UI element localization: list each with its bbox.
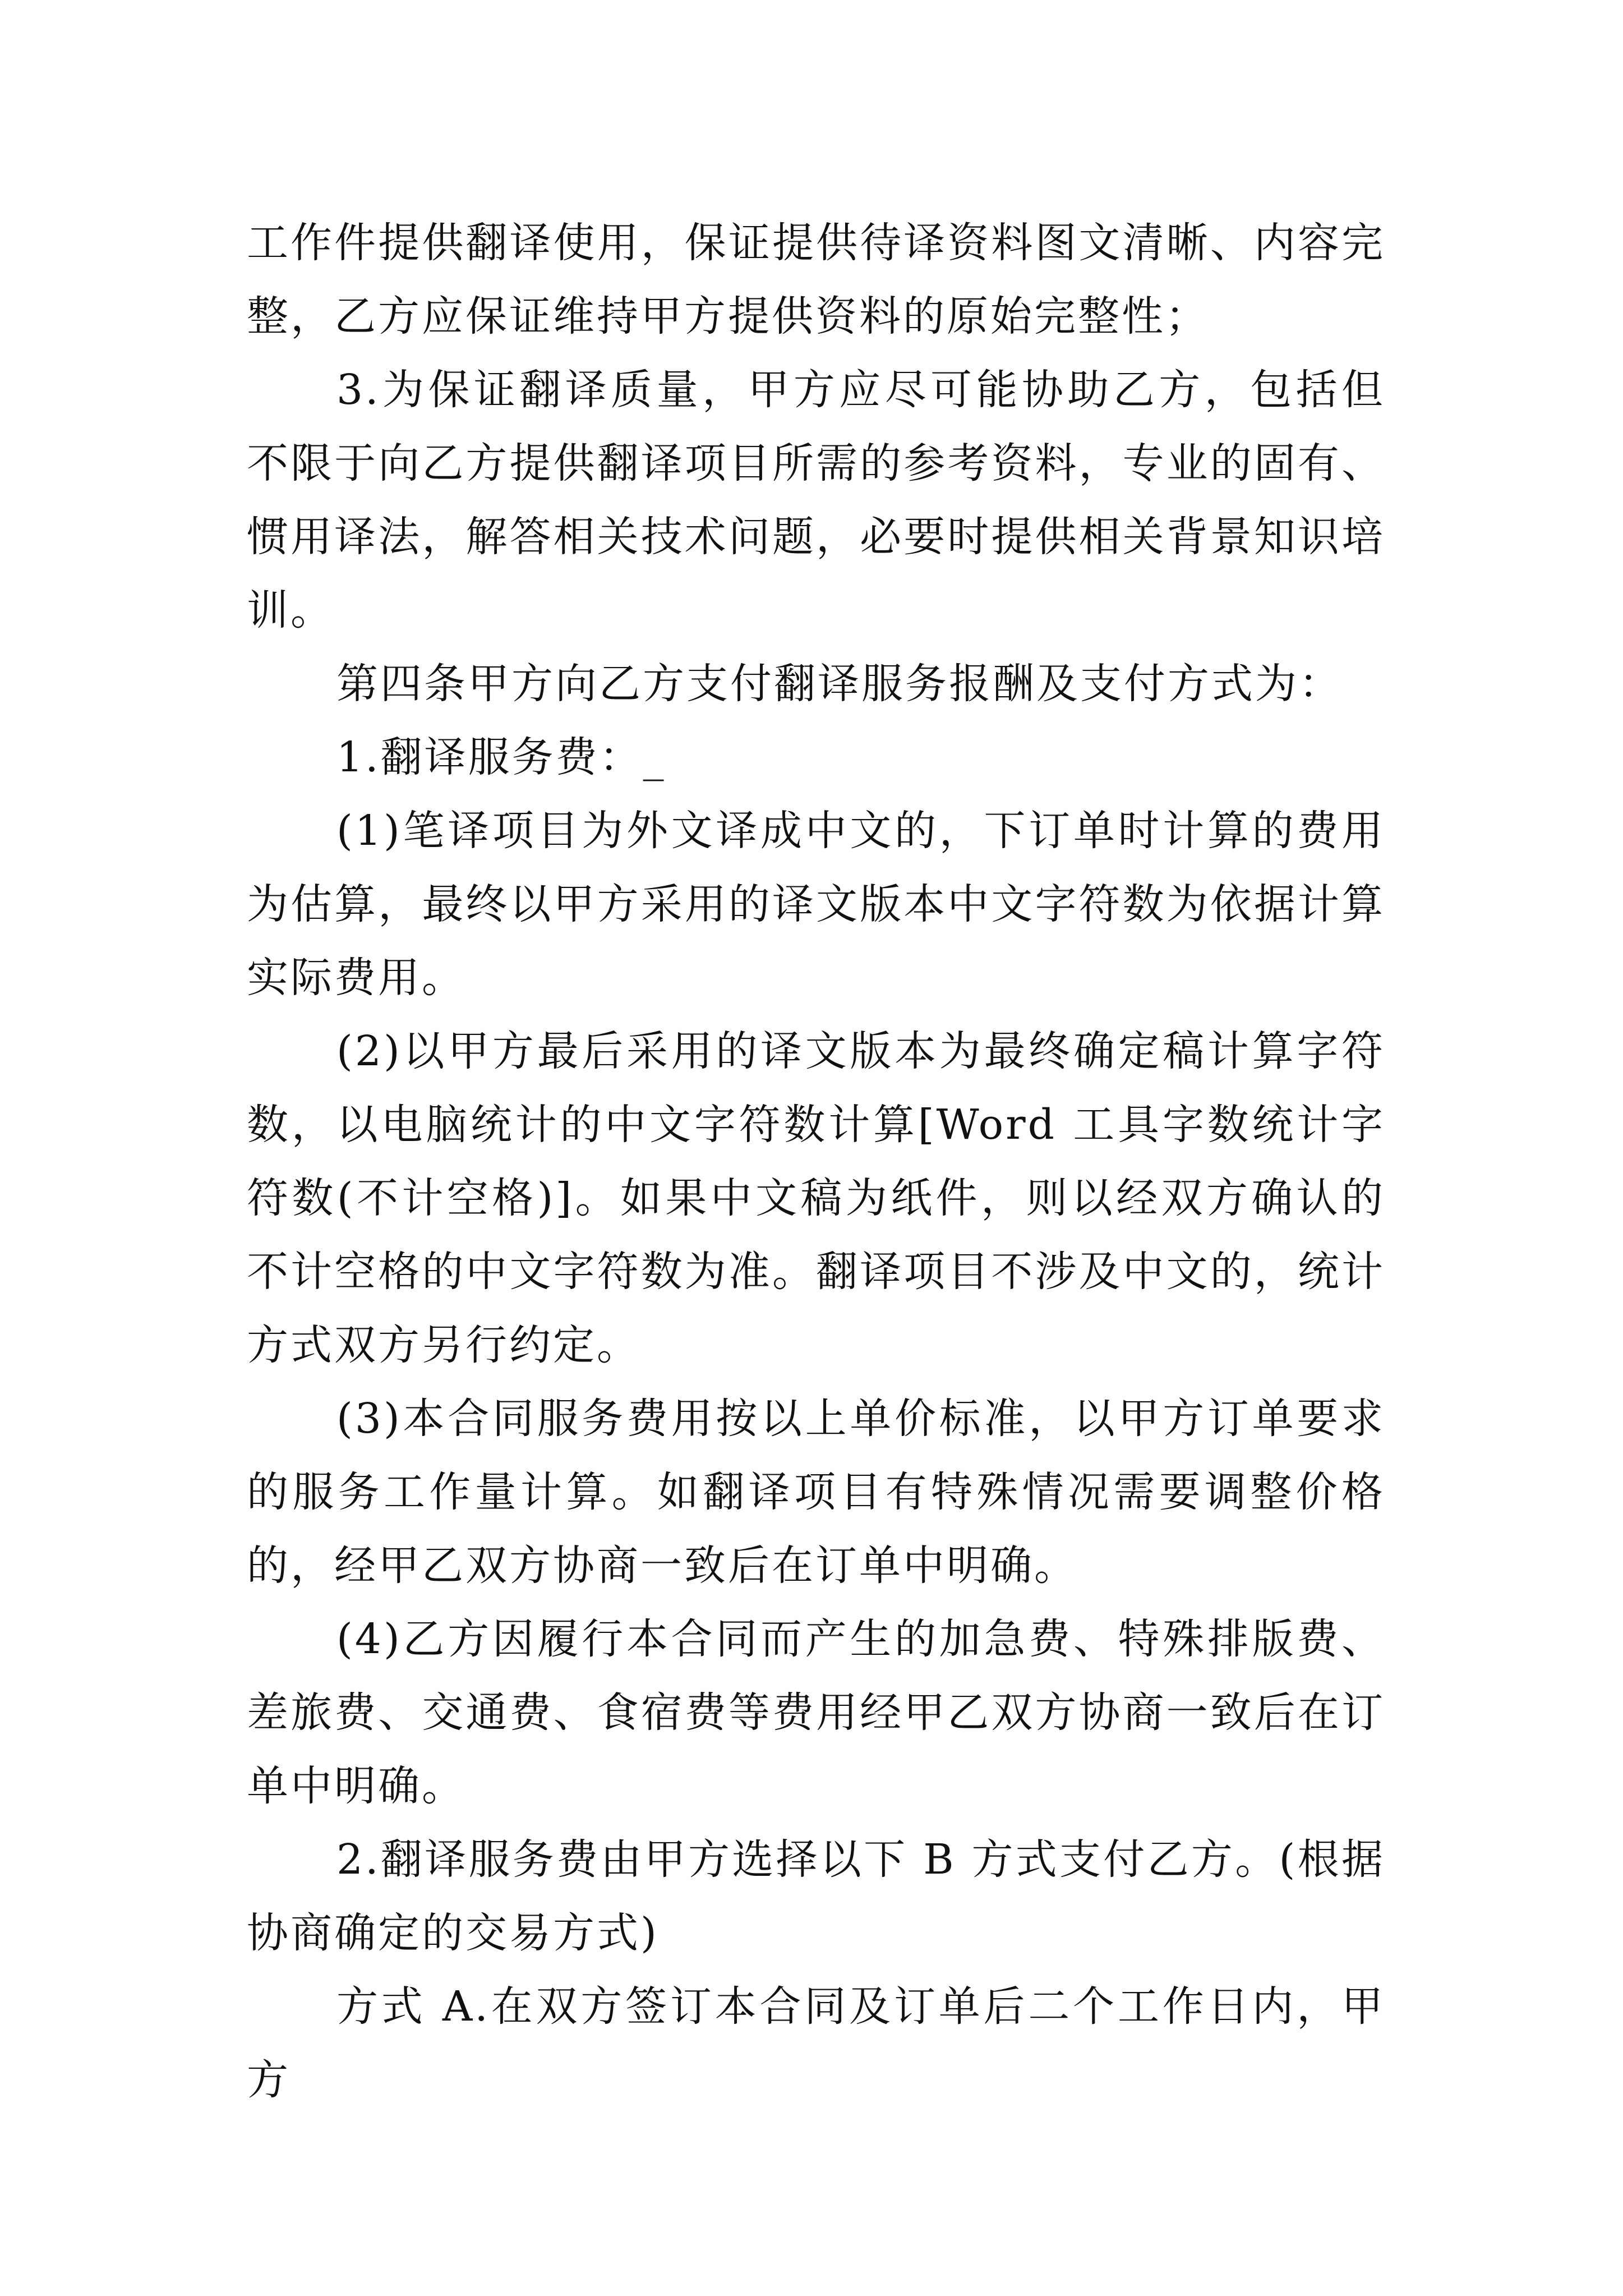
paragraph: (1)笔译项目为外文译成中文的，下订单时计算的费用为估算，最终以甲方采用的译文版本中文字符数为依据计算实际费用。 [247, 807, 1385, 1002]
paragraph: (2)以甲方最后采用的译文版本为最终确定稿计算字符数，以电脑统计的中文字符数计算[Word 工具字数统计字符数(不计空格)]。如果中文稿为纸件，则以经双方确认的不计空格的中文字符数为准。翻译项目不涉及中文的，统计方式双方另行约定。 [247, 1027, 1385, 1369]
paragraph: (3)本合同服务费用按以上单价标准，以甲方订单要求的服务工作量计算。如翻译项目有特殊情况需要调整价格的，经甲乙双方协商一致后在订单中明确。 [247, 1395, 1385, 1590]
paragraph: 2.翻译服务费由甲方选择以下 B 方式支付乙方。(根据协商确定的交易方式) [247, 1835, 1385, 1957]
paragraph: 工作件提供翻译使用，保证提供待译资料图文清晰、内容完整，乙方应保证维持甲方提供资料的原始完整性； [247, 219, 1385, 341]
paragraph: 3.为保证翻译质量，甲方应尽可能协助乙方，包括但不限于向乙方提供翻译项目所需的参考资料，专业的固有、惯用译法，解答相关技术问题，必要时提供相关背景知识培训。 [247, 366, 1385, 634]
document-body [247, 206, 1385, 2117]
paragraph: (4)乙方因履行本合同而产生的加急费、特殊排版费、差旅费、交通费、食宿费等费用经甲乙双方协商一致后在订单中明确。 [247, 1615, 1385, 1810]
paragraph: 1.翻译服务费：_ [336, 733, 666, 781]
paragraph: 方式 A.在双方签订本合同及订单后二个工作日内，甲方 [247, 1982, 1385, 2104]
section-heading-article-4: 第四条甲方向乙方支付翻译服务报酬及支付方式为： [336, 660, 1343, 708]
